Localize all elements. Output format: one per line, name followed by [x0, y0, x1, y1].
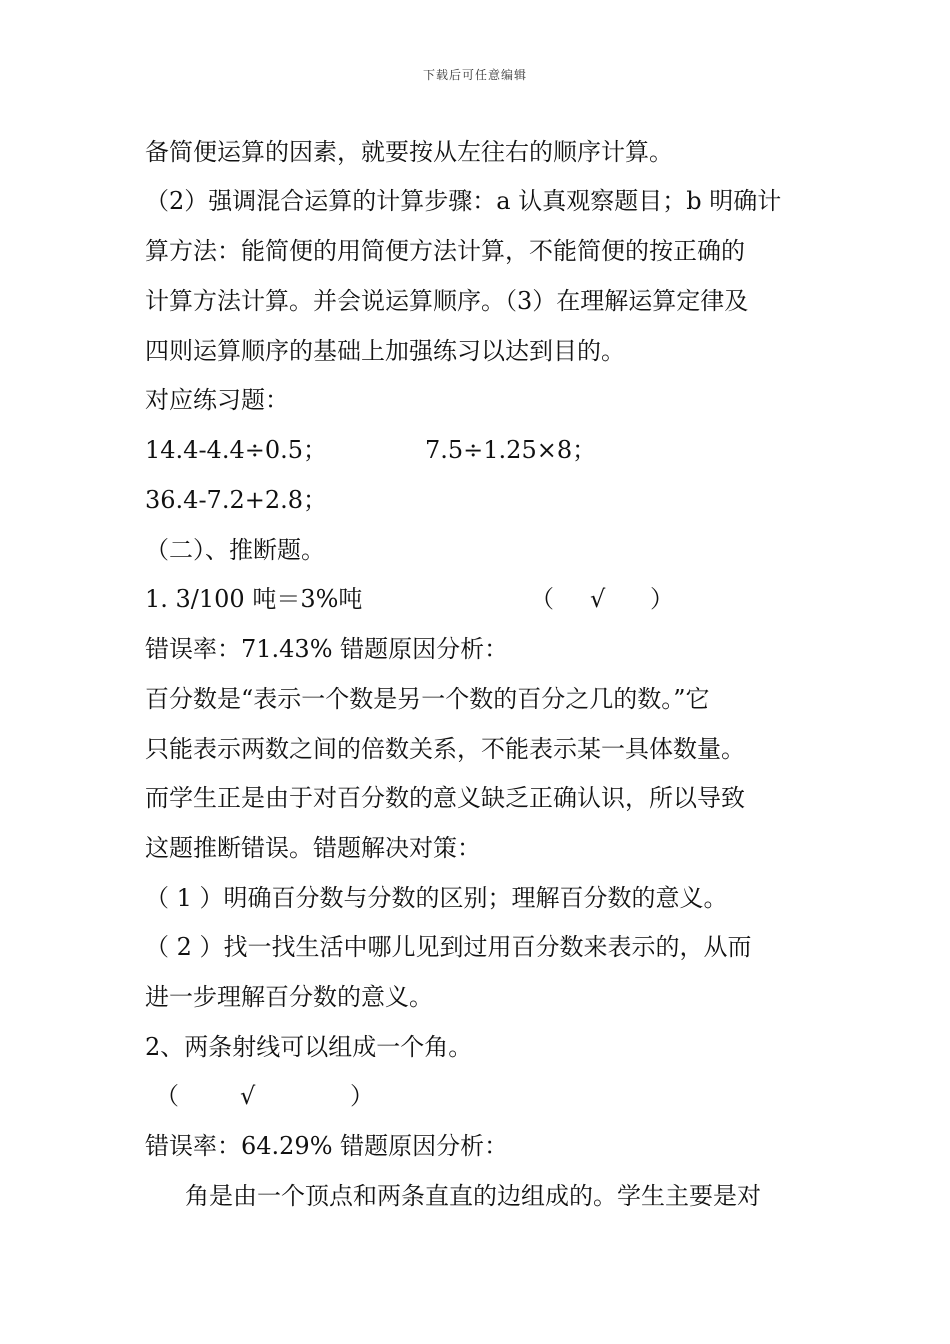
- analysis-1-line-1: 百分数是“表示一个数是另一个数的百分之几的数。”它: [145, 685, 710, 713]
- question-2-check-mark: √: [240, 1082, 256, 1110]
- exercise-1: 14.4-4.4÷0.5；: [145, 436, 327, 464]
- question-2: 2、两条射线可以组成一个角。: [145, 1033, 473, 1061]
- exercise-heading: 对应练习题：: [145, 386, 289, 414]
- body-line-3: 算方法：能简便的用简便方法计算，不能简便的按正确的: [145, 237, 745, 265]
- question-1-check-mark: √: [590, 585, 606, 613]
- question-1-open-paren: （: [530, 585, 554, 613]
- question-1-close-paren: ）: [650, 585, 674, 613]
- section-2-title: （二）、推断题。: [145, 536, 325, 564]
- analysis-2-line-1: 角是由一个顶点和两条直直的边组成的。学生主要是对: [185, 1182, 761, 1210]
- body-line-2: （2）强调混合运算的计算步骤：a 认真观察题目；b 明确计: [145, 187, 782, 215]
- question-2-open-paren: （: [155, 1082, 179, 1110]
- question-2-error-rate: 错误率：64.29% 错题原因分析：: [145, 1132, 509, 1160]
- body-line-5: 四则运算顺序的基础上加强练习以达到目的。: [145, 337, 625, 365]
- question-2-close-paren: ）: [350, 1082, 374, 1110]
- page-header: 下载后可任意编辑: [422, 68, 527, 82]
- exercise-2: 7.5÷1.25×8；: [425, 436, 597, 464]
- strategy-1-line-2: （ 2 ）找一找生活中哪儿见到过用百分数来表示的，从而: [145, 933, 752, 961]
- analysis-1-line-4: 这题推断错误。错题解决对策：: [145, 834, 481, 862]
- strategy-1-line-1: （ 1 ）明确百分数与分数的区别；理解百分数的意义。: [145, 884, 728, 912]
- analysis-1-line-3: 而学生正是由于对百分数的意义缺乏正确认识，所以导致: [145, 784, 745, 812]
- strategy-1-line-3: 进一步理解百分数的意义。: [145, 983, 433, 1011]
- body-line-1: 备简便运算的因素，就要按从左往右的顺序计算。: [145, 138, 673, 166]
- analysis-1-line-2: 只能表示两数之间的倍数关系，不能表示某一具体数量。: [145, 735, 745, 763]
- body-line-4: 计算方法计算。并会说运算顺序。（3）在理解运算定律及: [145, 287, 749, 315]
- exercise-3: 36.4-7.2+2.8；: [145, 486, 327, 514]
- question-1: 1. 3/100 吨＝3%吨: [145, 585, 363, 613]
- question-1-error-rate: 错误率：71.43% 错题原因分析：: [145, 635, 509, 663]
